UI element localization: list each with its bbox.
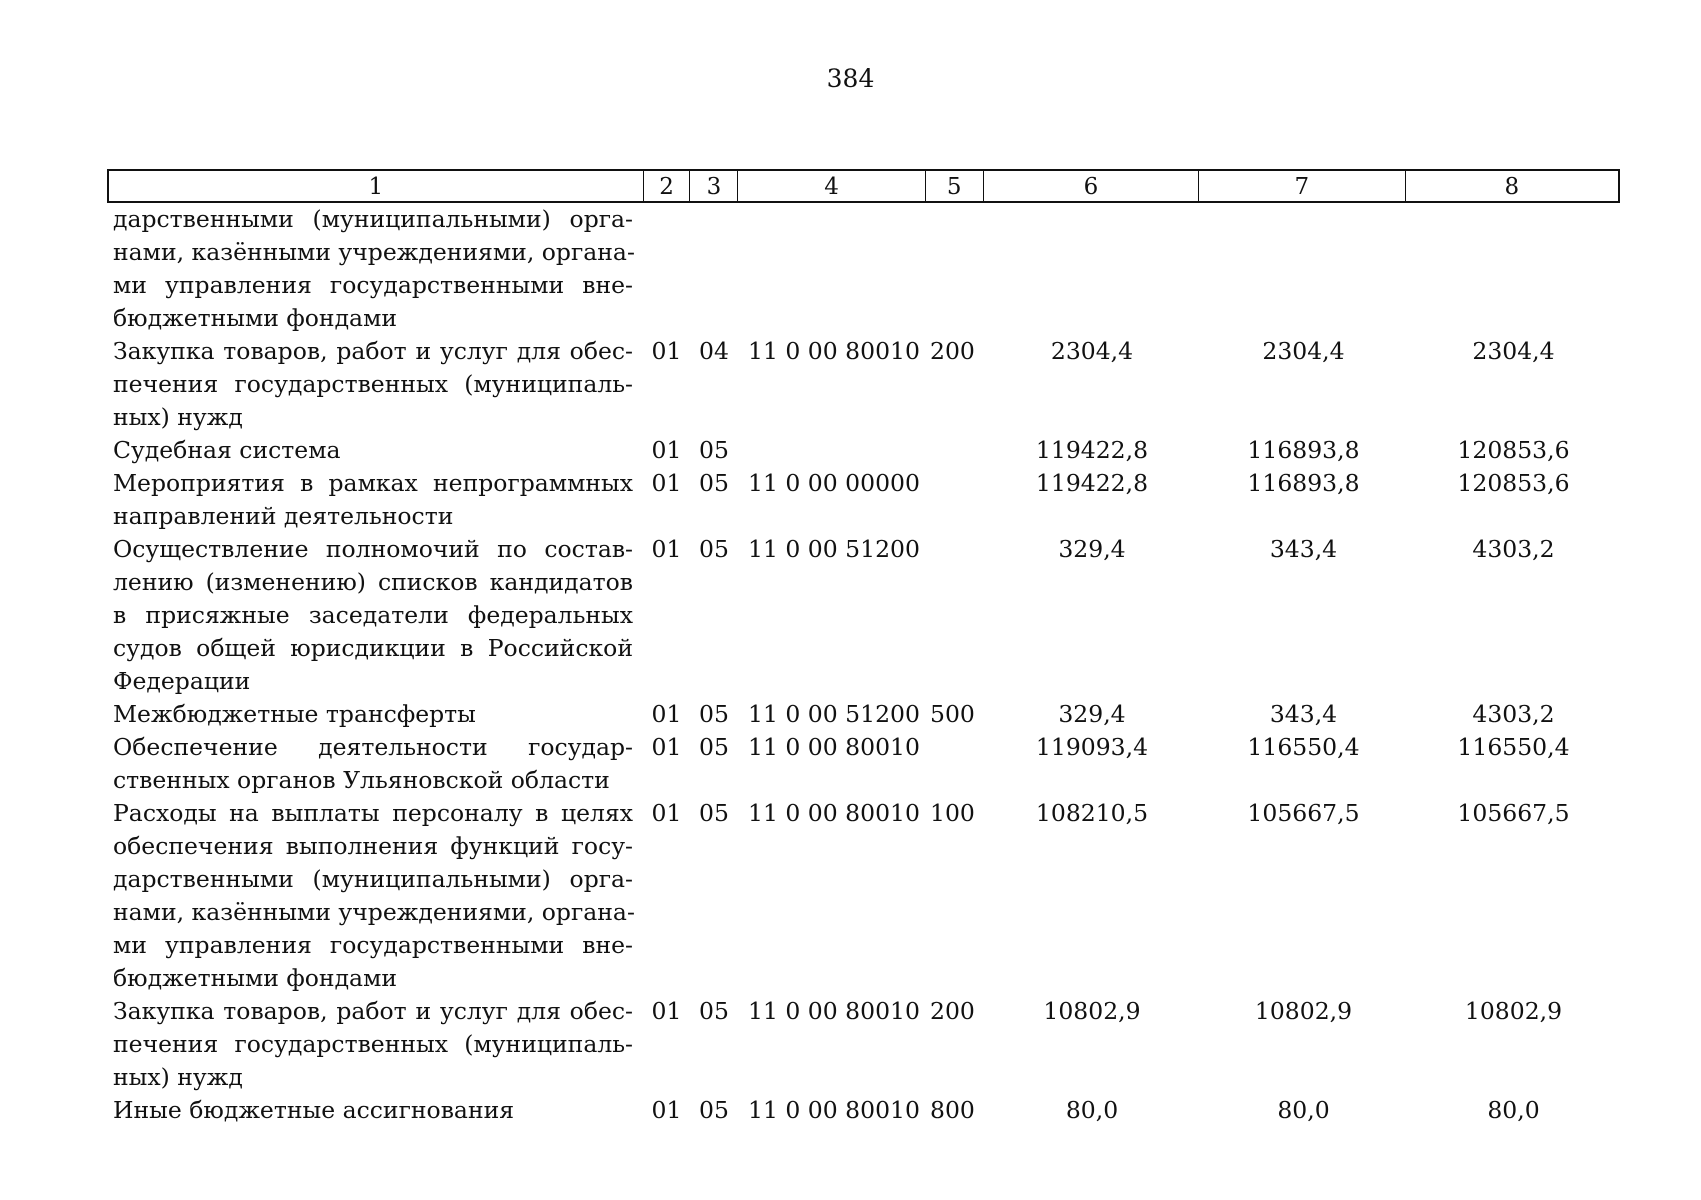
header-cell-5: 5 bbox=[926, 171, 984, 201]
amount-col-6: 329,4 bbox=[1058, 700, 1126, 728]
amount-col-7: 116550,4 bbox=[1247, 733, 1360, 761]
table-row bbox=[107, 797, 1620, 995]
target-article-code: 11 0 00 80010 bbox=[748, 733, 920, 761]
description-line: печения государственных (муниципаль- bbox=[113, 1030, 633, 1058]
description-line: печения государственных (муниципаль- bbox=[113, 370, 633, 398]
subsection-code: 05 bbox=[699, 997, 729, 1025]
description-line: бюджетными фондами bbox=[113, 304, 398, 332]
subsection-code: 05 bbox=[699, 1096, 729, 1124]
section-code: 01 bbox=[651, 337, 682, 365]
amount-col-8: 4303,2 bbox=[1472, 700, 1555, 728]
table-row bbox=[107, 995, 1620, 1094]
section-code: 01 bbox=[651, 733, 682, 761]
subsection-code: 05 bbox=[699, 436, 729, 464]
description-line: обеспечения выполнения функций госу- bbox=[113, 832, 633, 860]
amount-col-8: 2304,4 bbox=[1472, 337, 1555, 365]
subsection-code: 05 bbox=[699, 700, 729, 728]
header-cell-3: 3 bbox=[690, 171, 738, 201]
description-line: Закупка товаров, работ и услуг для обес- bbox=[113, 997, 633, 1025]
row-description bbox=[107, 335, 643, 434]
amount-col-6: 119422,8 bbox=[1035, 436, 1149, 464]
row-description bbox=[107, 467, 643, 533]
description-line: бюджетными фондами bbox=[113, 964, 398, 992]
section-code: 01 bbox=[651, 700, 682, 728]
budget-table bbox=[107, 169, 1620, 1127]
description-line: ственных органов Ульяновской области bbox=[113, 766, 610, 794]
amount-col-7: 80,0 bbox=[1277, 1096, 1330, 1124]
amount-col-8: 120853,6 bbox=[1457, 469, 1570, 497]
table-header-row bbox=[107, 169, 1620, 203]
subsection-code: 05 bbox=[699, 535, 729, 563]
table-row bbox=[107, 731, 1620, 797]
amount-col-6: 80,0 bbox=[1065, 1096, 1119, 1124]
amount-col-6: 119422,8 bbox=[1035, 469, 1149, 497]
description-line: дарственными (муниципальными) орга- bbox=[113, 205, 633, 233]
description-line: направлений деятельности bbox=[113, 502, 454, 530]
amount-col-7: 105667,5 bbox=[1247, 799, 1360, 827]
header-cell-2: 2 bbox=[644, 171, 691, 201]
amount-col-8: 4303,2 bbox=[1472, 535, 1555, 563]
table-row bbox=[107, 533, 1620, 698]
amount-col-6: 2304,4 bbox=[1050, 337, 1134, 365]
expense-type-code: 800 bbox=[930, 1096, 975, 1124]
description-line: нами, казёнными учреждениями, органа- bbox=[113, 238, 635, 266]
header-cell-6: 6 bbox=[984, 171, 1199, 201]
amount-col-6: 119093,4 bbox=[1035, 733, 1149, 761]
description-line: Федерации bbox=[113, 667, 251, 695]
table-row bbox=[107, 467, 1620, 533]
row-description bbox=[107, 1094, 643, 1127]
header-cell-4: 4 bbox=[738, 171, 926, 201]
amount-col-8: 10802,9 bbox=[1464, 997, 1563, 1025]
row-description bbox=[107, 434, 643, 467]
description-line: ми управления государственными вне- bbox=[113, 931, 633, 959]
target-article-code: 11 0 00 80010 bbox=[748, 1096, 920, 1124]
description-line: в присяжные заседатели федеральных bbox=[113, 601, 633, 629]
description-line: Межбюджетные трансферты bbox=[113, 700, 476, 728]
expense-type-code: 200 bbox=[930, 997, 975, 1025]
table-row bbox=[107, 1094, 1620, 1127]
description-line: Обеспечение деятельности государ- bbox=[113, 733, 633, 761]
target-article-code: 11 0 00 80010 bbox=[748, 337, 920, 365]
description-line: Закупка товаров, работ и услуг для обес- bbox=[113, 337, 633, 365]
expense-type-code: 200 bbox=[930, 337, 975, 365]
expense-type-code: 500 bbox=[930, 700, 975, 728]
subsection-code: 05 bbox=[699, 469, 729, 497]
section-code: 01 bbox=[651, 997, 682, 1025]
row-description bbox=[107, 995, 643, 1094]
target-article-code: 11 0 00 51200 bbox=[748, 700, 920, 728]
description-line: судов общей юрисдикции в Российской bbox=[113, 634, 633, 662]
header-cell-7: 7 bbox=[1199, 171, 1405, 201]
description-line: Расходы на выплаты персоналу в целях bbox=[113, 799, 633, 827]
description-line: Судебная система bbox=[113, 436, 341, 464]
description-line: Иные бюджетные ассигнования bbox=[113, 1096, 515, 1124]
amount-col-8: 80,0 bbox=[1487, 1096, 1540, 1124]
amount-col-8: 105667,5 bbox=[1457, 799, 1570, 827]
amount-col-7: 116893,8 bbox=[1247, 469, 1360, 497]
header-cell-8: 8 bbox=[1504, 174, 1520, 200]
amount-col-6: 10802,9 bbox=[1043, 997, 1141, 1025]
description-line: ных) нужд bbox=[113, 403, 243, 431]
description-line: лению (изменению) списков кандидатов bbox=[113, 568, 633, 596]
amount-col-6: 329,4 bbox=[1058, 535, 1126, 563]
amount-col-7: 343,4 bbox=[1269, 535, 1338, 563]
row-description bbox=[107, 698, 643, 731]
section-code: 01 bbox=[651, 799, 682, 827]
amount-col-7: 116893,8 bbox=[1247, 436, 1360, 464]
description-line: Осуществление полномочий по состав- bbox=[113, 535, 633, 563]
description-line: нами, казёнными учреждениями, органа- bbox=[113, 898, 635, 926]
subsection-code: 04 bbox=[699, 337, 729, 365]
description-line: Мероприятия в рамках непрограммных bbox=[113, 469, 633, 497]
table-row bbox=[107, 434, 1620, 467]
target-article-code: 11 0 00 51200 bbox=[748, 535, 920, 563]
target-article-code: 11 0 00 80010 bbox=[748, 799, 920, 827]
row-description bbox=[107, 797, 643, 995]
description-line: ных) нужд bbox=[113, 1063, 243, 1091]
subsection-code: 05 bbox=[699, 733, 729, 761]
amount-col-7: 10802,9 bbox=[1254, 997, 1353, 1025]
row-description bbox=[107, 533, 643, 698]
section-code: 01 bbox=[651, 535, 682, 563]
target-article-code: 11 0 00 80010 bbox=[748, 997, 920, 1025]
section-code: 01 bbox=[651, 436, 682, 464]
row-description bbox=[107, 203, 643, 335]
row-description bbox=[107, 731, 643, 797]
description-line: дарственными (муниципальными) орга- bbox=[113, 865, 633, 893]
amount-col-7: 2304,4 bbox=[1262, 337, 1345, 365]
target-article-code: 11 0 00 00000 bbox=[748, 469, 920, 497]
amount-col-8: 116550,4 bbox=[1457, 733, 1570, 761]
header-cell-1: 1 bbox=[109, 171, 644, 201]
amount-col-7: 343,4 bbox=[1269, 700, 1338, 728]
table-row bbox=[107, 335, 1620, 434]
table-row bbox=[107, 203, 1620, 335]
subsection-code: 05 bbox=[699, 799, 729, 827]
expense-type-code: 100 bbox=[930, 799, 975, 827]
page-number: 384 bbox=[826, 64, 875, 93]
table-body bbox=[107, 203, 1620, 1127]
table-row bbox=[107, 698, 1620, 731]
amount-col-6: 108210,5 bbox=[1035, 799, 1149, 827]
section-code: 01 bbox=[651, 1096, 682, 1124]
description-line: ми управления государственными вне- bbox=[113, 271, 633, 299]
section-code: 01 bbox=[651, 469, 682, 497]
amount-col-8: 120853,6 bbox=[1457, 436, 1570, 464]
